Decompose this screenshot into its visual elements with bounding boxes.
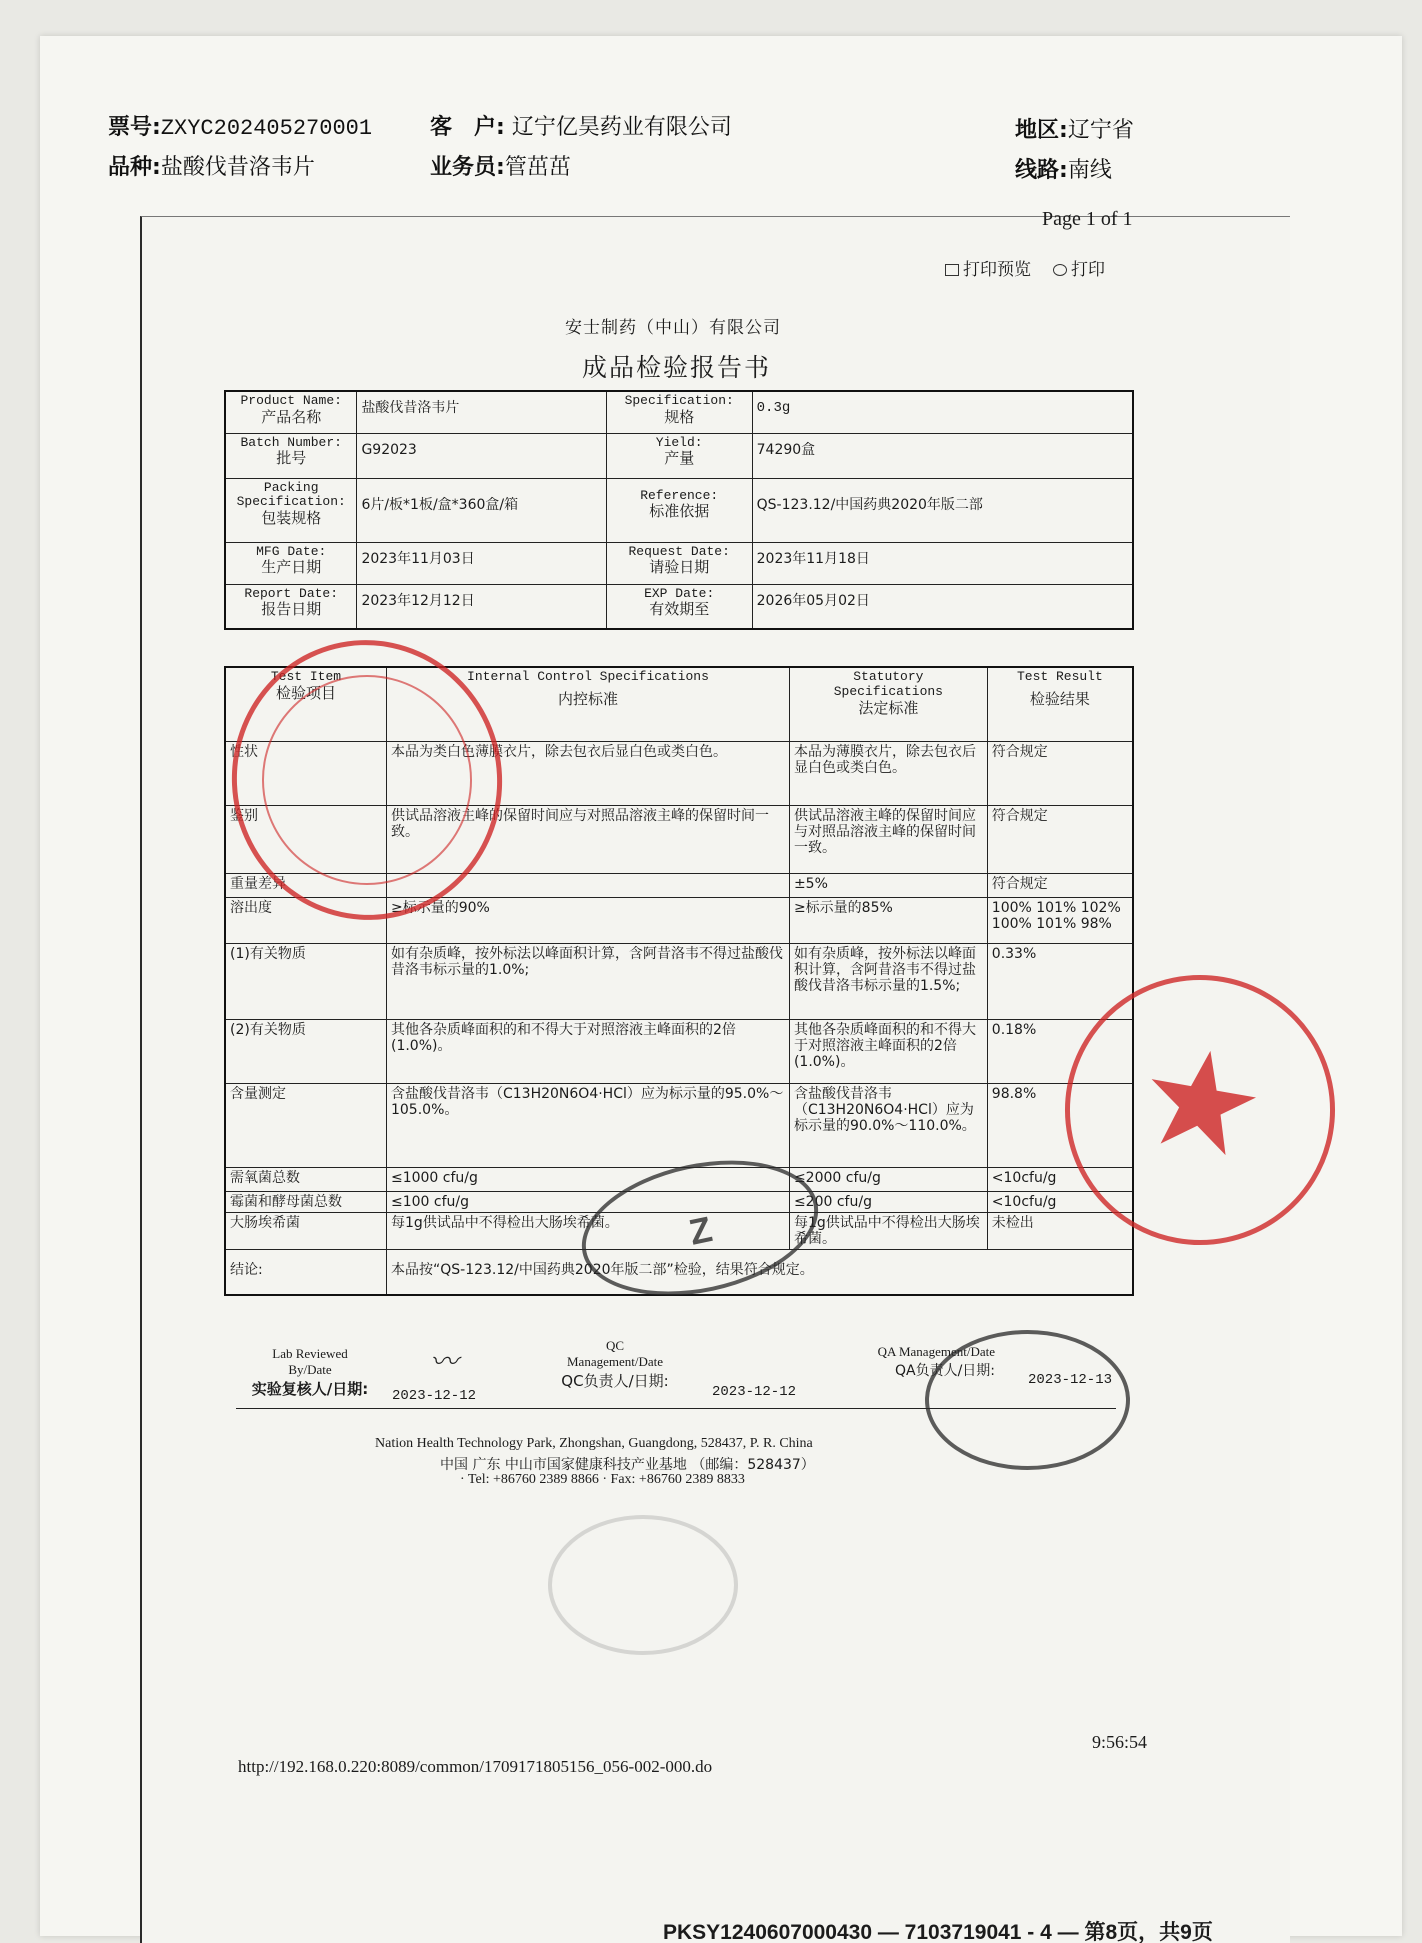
test-cell-result: 符合规定 — [987, 741, 1133, 805]
value-product-name: 盐酸伐昔洛韦片 — [357, 391, 606, 433]
test-cell-item: 霉菌和酵母菌总数 — [225, 1191, 386, 1212]
test-cell-item: (2)有关物质 — [225, 1019, 386, 1083]
pharmacy-quality-seal — [1044, 954, 1357, 1267]
report-title: 成品检验报告书 — [582, 353, 772, 382]
conclusion-text: 本品按“QS-123.12/中国药典2020年版二部”检验，结果符合规定。 — [386, 1249, 1133, 1295]
head-internal: Internal Control Specifications 内控标准 — [386, 667, 789, 741]
test-row — [225, 943, 1133, 1019]
test-cell-item: 大肠埃希菌 — [225, 1212, 386, 1249]
label-packing: Packing Specification: 包装规格 — [225, 478, 357, 542]
print-preview-icon — [945, 264, 959, 276]
value-mfg-date: 2023年11月03日 — [357, 542, 606, 584]
label-request-date: Request Date: 请验日期 — [606, 542, 752, 584]
product-info-table — [224, 390, 1134, 630]
product-variety: 品种:盐酸伐昔洛韦片 — [108, 155, 315, 180]
label-report-date: Report Date: 报告日期 — [225, 584, 357, 629]
label-yield: Yield: 产量 — [606, 433, 752, 478]
lab-date: 2023-12-12 — [392, 1388, 477, 1404]
test-cell-result: 0.33% — [987, 943, 1133, 1019]
test-cell-result: 未检出 — [987, 1212, 1133, 1249]
test-cell-statutory: 如有杂质峰，按外标法以峰面积计算，含阿昔洛韦不得过盐酸伐昔洛韦标示量的1.5%; — [789, 943, 987, 1019]
lab-reviewed-label: Lab Reviewed By/Date 实验复核人/日期: — [251, 1346, 369, 1398]
label-batch: Batch Number: 批号 — [225, 433, 357, 478]
test-cell-item: 溶出度 — [225, 897, 386, 943]
test-cell-statutory: 供试品溶液主峰的保留时间应与对照品溶液主峰的保留时间一致。 — [789, 805, 987, 873]
label-product-name: Product Name: 产品名称 — [225, 391, 357, 433]
test-cell-internal: 每1g供试品中不得检出大肠埃希菌。 — [386, 1212, 789, 1249]
test-cell-internal: 本品为类白色薄膜衣片，除去包衣后显白色或类白色。 — [386, 741, 789, 805]
svg-text:Z: Z — [685, 1208, 716, 1253]
print-time: 9:56:54 — [1092, 1732, 1148, 1752]
head-result: Test Result 检验结果 — [987, 667, 1133, 741]
customer: 客 户: 辽宁亿昊药业有限公司 — [430, 115, 732, 140]
qc-date: 2023-12-12 — [712, 1384, 797, 1400]
print-icon — [1053, 264, 1067, 276]
lab-signature: 〰 — [430, 1345, 459, 1378]
test-cell-statutory: ≤200 cfu/g — [789, 1191, 987, 1212]
value-packing: 6片/板*1板/盒*360盒/箱 — [357, 478, 606, 542]
test-cell-item: 含量测定 — [225, 1083, 386, 1167]
qa-label: QA Management/Date QA负责人/日期: — [877, 1344, 995, 1379]
faded-seal — [548, 1515, 738, 1655]
inspection-seal — [925, 1330, 1130, 1470]
conclusion-label: 结论: — [225, 1249, 386, 1295]
company-name: 安士制药（中山）有限公司 — [565, 318, 781, 338]
value-exp-date: 2026年05月02日 — [752, 584, 1133, 629]
ticket-number: 票号:ZXYC202405270001 — [108, 115, 373, 141]
seal-ring-graphic — [219, 628, 514, 932]
route: 线路:南线 — [1015, 158, 1112, 183]
test-cell-item: 性状 — [225, 741, 386, 805]
test-cell-result: 0.18% — [987, 1019, 1133, 1083]
footer-contact: · Tel: +86760 2389 8866 · Fax: +86760 2389 8833 — [460, 1472, 745, 1487]
value-specification: 0.3g — [752, 391, 1133, 433]
print-toolbar — [945, 255, 1105, 280]
test-cell-result: <10cfu/g — [987, 1191, 1133, 1212]
test-cell-internal: 含盐酸伐昔洛韦（C13H20N6O4·HCl）应为标示量的95.0%～105.0%。 — [386, 1083, 789, 1167]
test-cell-internal: ≥标示量的90% — [386, 897, 789, 943]
test-cell-statutory: ±5% — [789, 873, 987, 897]
label-exp-date: EXP Date: 有效期至 — [606, 584, 752, 629]
test-cell-item: 重量差异 — [225, 873, 386, 897]
star-icon — [1049, 959, 1350, 1260]
label-reference: Reference: 标准依据 — [606, 478, 752, 542]
test-cell-statutory: 含盐酸伐昔洛韦（C13H20N6O4·HCl）应为标示量的90.0%～110.0%。 — [789, 1083, 987, 1167]
value-request-date: 2023年11月18日 — [752, 542, 1133, 584]
value-batch: G92023 — [357, 433, 606, 478]
test-row — [225, 1019, 1133, 1083]
test-cell-result: 98.8% — [987, 1083, 1133, 1167]
test-cell-statutory: 本品为薄膜衣片，除去包衣后显白色或类白色。 — [789, 741, 987, 805]
label-specification: Specification: 规格 — [606, 391, 752, 433]
test-cell-internal: 供试品溶液主峰的保留时间应与对照品溶液主峰的保留时间一致。 — [386, 805, 789, 873]
test-cell-internal: 其他各杂质峰面积的和不得大于对照溶液主峰面积的2倍(1.0%)。 — [386, 1019, 789, 1083]
footer-address-cn: 中国 广东 中山市国家健康科技产业基地 （邮编：528437） — [440, 1457, 815, 1473]
test-cell-internal: 如有杂质峰，按外标法以峰面积计算，含阿昔洛韦不得过盐酸伐昔洛韦标示量的1.0%; — [386, 943, 789, 1019]
test-cell-result: 100% 101% 102% 100% 101% 98% — [987, 897, 1133, 943]
test-cell-statutory: 其他各杂质峰面积的和不得大于对照溶液主峰面积的2倍(1.0%)。 — [789, 1019, 987, 1083]
source-url: http://192.168.0.220:8089/common/1709171805156_056-002-000.do — [238, 1757, 713, 1776]
head-statutory: Statutory Specifications 法定标准 — [789, 667, 987, 741]
qa-date: 2023-12-13 — [1028, 1372, 1113, 1388]
print-preview-link[interactable]: 打印预览 — [945, 255, 1031, 280]
test-cell-result: 符合规定 — [987, 873, 1133, 897]
test-cell-item: 需氧菌总数 — [225, 1167, 386, 1191]
page-indicator: Page 1 of 1 — [1042, 208, 1133, 230]
head-test-item: Test Item 检验项目 — [225, 667, 386, 741]
test-row — [225, 1083, 1133, 1167]
value-reference: QS-123.12/中国药典2020年版二部 — [752, 478, 1133, 542]
region: 地区:辽宁省 — [1015, 118, 1134, 143]
test-cell-item: 鉴别 — [225, 805, 386, 873]
test-cell-internal: ≤1000 cfu/g — [386, 1167, 789, 1191]
bottom-code: PKSY1240607000430 — 7103719041 - 4 — 第8页，共9页 — [663, 1921, 1213, 1943]
test-cell-result: <10cfu/g — [987, 1167, 1133, 1191]
value-yield: 74290盒 — [752, 433, 1133, 478]
test-cell-item: (1)有关物质 — [225, 943, 386, 1019]
test-cell-statutory: ≥标示量的85% — [789, 897, 987, 943]
value-report-date: 2023年12月12日 — [357, 584, 606, 629]
test-cell-internal: ≤100 cfu/g — [386, 1191, 789, 1212]
qc-label: QC Management/Date QC负责人/日期: — [561, 1338, 669, 1390]
test-cell-statutory: ≤2000 cfu/g — [789, 1167, 987, 1191]
label-mfg-date: MFG Date: 生产日期 — [225, 542, 357, 584]
test-cell-result: 符合规定 — [987, 805, 1133, 873]
salesperson: 业务员:管茁茁 — [430, 155, 571, 180]
customer-quality-seal — [214, 623, 520, 938]
footer-address-en: Nation Health Technology Park, Zhongshan, Guangdong, 528437, P. R. China — [375, 1436, 813, 1451]
print-link[interactable]: 打印 — [1053, 255, 1105, 280]
test-cell-statutory: 每1g供试品中不得检出大肠埃希菌。 — [789, 1212, 987, 1249]
